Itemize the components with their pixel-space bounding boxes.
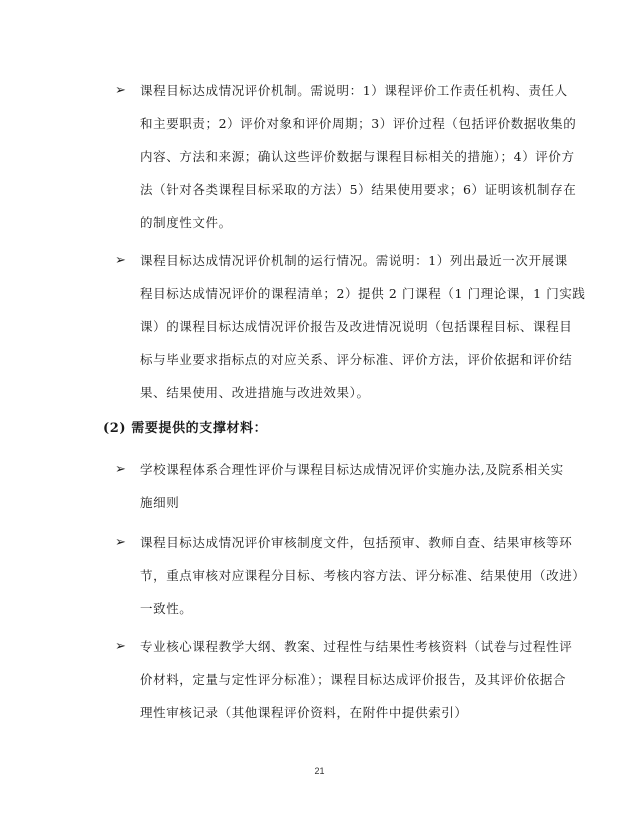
text-line: 价材料，定量与定性评分标准）；课程目标达成评价报告，及其评价依据合 <box>140 672 567 687</box>
arrow-bullet-icon: ➢ <box>115 639 126 654</box>
text-line: 课程目标达成情况评价审核制度文件，包括预审、教师自查、结果审核等环 <box>140 535 573 550</box>
section-heading: (2) 需要提供的支撑材料： <box>103 421 268 436</box>
page-number: 21 <box>314 766 325 776</box>
text-line: 课）的课程目标达成情况评价报告及改进情况说明（包括课程目标、课程目 <box>140 319 573 334</box>
text-line: 标与毕业要求指标点的对应关系、评分标准、评价方法，评价依据和评价结 <box>140 352 573 367</box>
text-line: 理性审核记录（其他课程评价资料，在附件中提供索引） <box>140 705 468 720</box>
text-line: 施细则 <box>140 495 180 510</box>
text-line: 节，重点审核对应课程分目标、考核内容方法、评分标准、结果使用（改进） <box>140 568 586 583</box>
text-line: 专业核心课程教学大纲、教案、过程性与结果性考核资料（试卷与过程性评 <box>140 639 573 654</box>
text-line: 内容、方法和来源；确认这些评价数据与课程目标相关的措施）；4）评价方 <box>140 149 575 164</box>
text-line: 和主要职责；2）评价对象和评价周期；3）评价过程（包括评价数据收集的 <box>140 116 577 131</box>
text-line: 一致性。 <box>140 601 193 616</box>
text-line: 学校课程体系合理性评价与课程目标达成情况评价实施办法,及院系相关实 <box>140 462 564 477</box>
text-line: 程目标达成情况评价的课程清单；2）提供 2 门课程（1 门理论课，1 门实践 <box>140 286 586 301</box>
text-line: 课程目标达成情况评价机制的运行情况。需说明：1）列出最近一次开展课 <box>140 253 568 268</box>
arrow-bullet-icon: ➢ <box>115 253 126 268</box>
arrow-bullet-icon: ➢ <box>115 535 126 550</box>
text-line: 课程目标达成情况评价机制。需说明：1）课程评价工作责任机构、责任人 <box>140 83 568 98</box>
text-line: 果、结果使用、改进措施与改进效果）。 <box>140 385 370 400</box>
text-line: 法（针对各类课程目标采取的方法）5）结果使用要求；6）证明该机制存在 <box>140 182 577 197</box>
arrow-bullet-icon: ➢ <box>115 462 126 477</box>
arrow-bullet-icon: ➢ <box>115 83 126 98</box>
text-line: 的制度性文件。 <box>140 215 232 230</box>
